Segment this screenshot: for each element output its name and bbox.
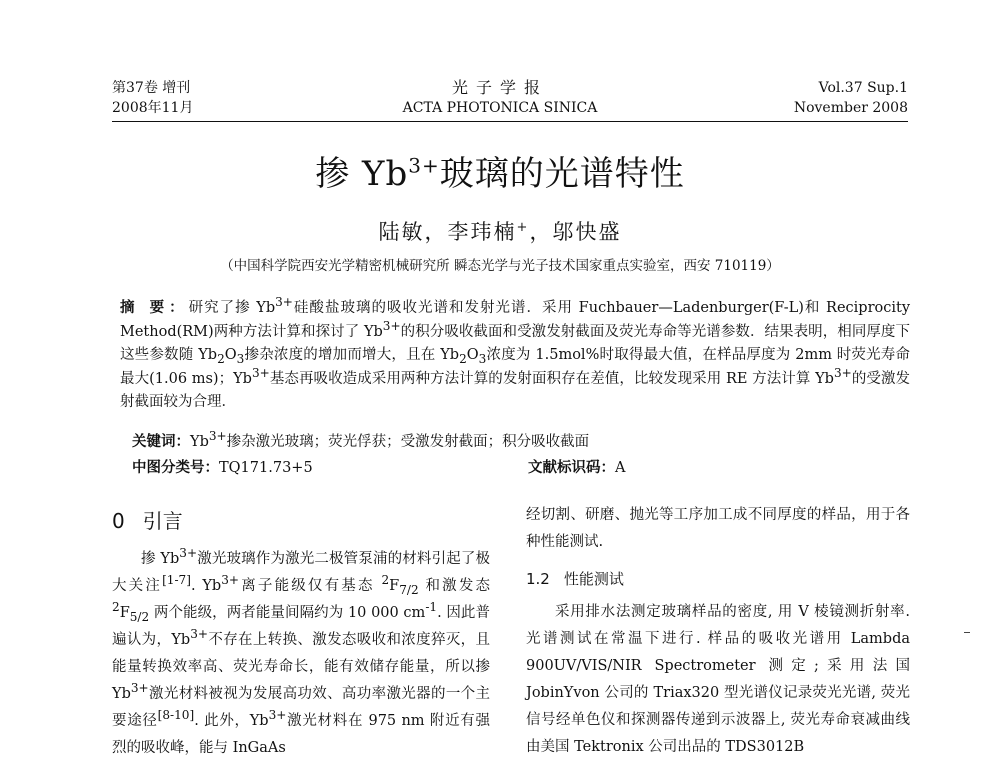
right-column — [526, 502, 910, 761]
document-code: 文献标识码：A — [528, 459, 626, 476]
journal-name-en: ACTA PHOTONICA SINICA — [402, 100, 598, 116]
abstract: 摘 要：研究了掺 $Yb^{3+}$硅酸盐玻璃的吸收光谱和发射光谱．采用 Fuchbauer—Ladenburger(F-L)和 Reciprocity Method(RM)两种方法计算和探讨了 $Yb^{3+}$的积分吸收截面和受激发射截面及荧光寿命等光谱参数．结果表明，相同厚度下这些参数随 $Yb_2O_3$掺杂浓度的增加而增大，且在 $Yb_2O_3$浓度为 1.5mol%时取得最大值，在样品厚度为 2mm 时荧光寿命最大(1.06 ms)；$Yb^{3+}$基态再吸收造成采用两种方法计算的发射面积存在差值，比较发现采用 RE 方法计算 $Yb^{3+}$的受激发射截面较为合理． — [120, 295, 911, 410]
sample-prep-continuation: 经切割、研磨、抛光等工序加工成不同厚度的样品，用于各种性能测试. — [526, 507, 910, 550]
header-date: 2008年11月 — [112, 100, 194, 116]
section-heading-introduction: 0 引言 — [112, 509, 183, 533]
left-column — [112, 506, 490, 762]
header-volume: 第37卷 增刊 — [112, 80, 191, 96]
classification — [132, 456, 912, 480]
clc-value: TQ171.73+5 — [219, 460, 313, 476]
performance-paragraph: 采用排水法测定玻璃样品的密度, 用 V 棱镜测折射率. 光谱测试在常温下进行. 样品的吸收光谱用 Lambda 900UV/VIS/NIR Spectrometer 测定;采用法国 JobinYvon 公司的 Triax320 型光谱仪记录荧光光谱, 荧光信号经单色仪和探测器传递到示波器上, 荧光寿命衰减曲线由美国 Tektronix 公司出品的 TDS3012B — [526, 604, 910, 755]
abstract-label: 摘 要： — [120, 299, 189, 316]
header-date-en: November 2008 — [793, 100, 908, 116]
scan-edge-mark — [964, 632, 970, 633]
header-volume-en: Vol.37 Sup.1 — [818, 80, 908, 96]
header-rule — [112, 121, 908, 122]
subsection-heading-performance: 1.2 性能测试 — [526, 570, 624, 588]
authors: 陆敏，李玮楠+，邬快盛 — [378, 220, 622, 244]
clc-label: 中图分类号： — [132, 459, 219, 476]
keywords: 关键词：$Yb^{3+}$掺杂激光玻璃；荧光俘获；受激发射截面；积分吸收截面 — [132, 429, 590, 450]
paper-title: 掺 $Yb^{3+}$玻璃的光谱特性 — [315, 153, 685, 194]
introduction-paragraph: 掺 $Yb^{3+}$激光玻璃作为激光二极管泵浦的材料引起了极大关注[1-7]. $Yb^{3+}$离子能级仅有基态 $^2F_{7/2}$ 和激发态 $^2F_{5/2}$ 两个能级，两者能量间隔约为 10 000 $cm^{-1}$. 因此普遍认为，$Yb^{3+}$不存在上转换、激发态吸收和浓度猝灭，且能量转换效率高、荧光寿命长，能有效储存能量，所以掺 $Yb^{3+}$激光材料被视为发展高功效、高功率激光器的一个主要途径[8-10]. 此外，$Yb^{3+}$激光材料在 975 nm 附近有强烈的吸收峰，能与 InGaAs — [112, 546, 491, 756]
header-volume-info-en — [794, 78, 908, 118]
keywords-label: 关键词： — [132, 433, 190, 450]
journal-name-cn: 光子学报 — [451, 78, 548, 97]
affiliation: （中国科学院西安光学精密机械研究所 瞬态光学与光子技术国家重点实验室，西安 710119） — [220, 258, 780, 274]
